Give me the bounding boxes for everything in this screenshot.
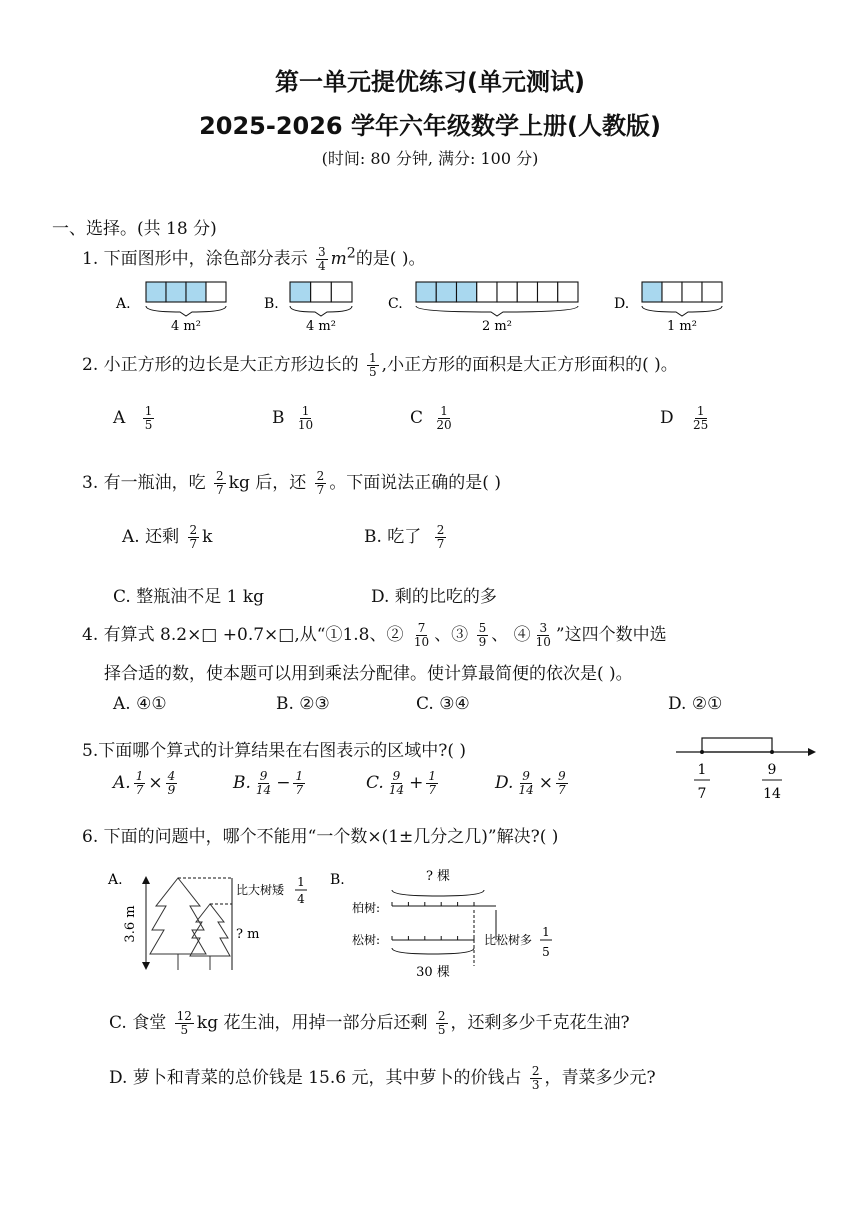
q1-option-caption: 2 m² <box>482 319 512 334</box>
number-line-right-num: 9 <box>767 762 777 778</box>
q6-figure-a <box>106 866 316 976</box>
shaded-cell <box>436 282 456 302</box>
q1-option-caption: 4 m² <box>171 319 201 334</box>
svg-text:5: 5 <box>542 945 550 959</box>
q1-option-label: B. <box>264 296 279 312</box>
q1-option-c[interactable] <box>388 282 578 334</box>
number-line-left-den: 7 <box>697 786 707 802</box>
number-line-left-num: 1 <box>697 762 707 778</box>
q4-option-d[interactable]: D. ②① <box>668 694 723 714</box>
q1-option-b[interactable] <box>264 282 352 334</box>
q3-stem: 3. 有一瓶油，吃 $\frac{2}{7}$ kg 后，还 $\frac{2}{7}$ 。下面说法正确的是( ) <box>82 469 501 497</box>
empty-cell <box>517 282 537 302</box>
q2-option-d[interactable]: D $\frac{1}{25}$ <box>660 404 709 432</box>
q3-option-d[interactable]: D. 剩的比吃的多 <box>371 587 497 607</box>
section-heading: 一、选择。(共 18 分) <box>52 219 217 239</box>
q3-option-b[interactable]: B. 吃了 $\frac{2}{7}$ <box>364 523 445 551</box>
empty-cell <box>662 282 682 302</box>
svg-text:1: 1 <box>542 925 550 939</box>
empty-cell <box>311 282 332 302</box>
q5-stem: 5.下面哪个算式的计算结果在右图表示的区域中?( ) <box>82 741 467 761</box>
page-subtitle-year: 2025-2026 学年六年级数学上册(人教版) <box>199 112 661 140</box>
shaded-cell <box>166 282 186 302</box>
shaded-cell <box>186 282 206 302</box>
q1-option-caption: 1 m² <box>667 319 697 334</box>
q6-option-c[interactable]: C. 食堂 $\frac{12}{5}$ kg 花生油，用掉一部分后还剩 $\frac{2}{5}$ ，还剩多少千克花生油? <box>109 1009 630 1037</box>
exam-info: (时间: 80 分钟, 满分: 100 分) <box>321 149 539 168</box>
fig-b-label: B. <box>330 872 345 888</box>
empty-cell <box>538 282 558 302</box>
fig-a-unknown: ? m <box>236 927 260 942</box>
q2-stem <box>82 350 678 379</box>
brace <box>642 306 722 316</box>
fig-b-bottom: 30 棵 <box>416 965 450 980</box>
q1-option-caption: 4 m² <box>306 319 336 334</box>
fig-b-compare: 比松树多 <box>484 933 533 947</box>
q6-option-d[interactable]: D. 萝卜和青菜的总价钱是 15.6 元，其中萝卜的价钱占 $\frac{2}{3}$ ，青菜多少元? <box>109 1064 656 1092</box>
q1-stem-text: 1. 下面图形中，涂色部分表示 <box>82 249 308 269</box>
page-title: 第一单元提优练习(单元测试) <box>275 68 585 96</box>
q2-option-c[interactable]: C $\frac{1}{20}$ <box>410 404 452 432</box>
fig-a-compare: 比大树矮 <box>236 883 285 897</box>
q1-options-figures <box>100 272 740 334</box>
svg-text:1: 1 <box>297 875 305 889</box>
shaded-cell <box>416 282 436 302</box>
q2-stem-text: 2. 小正方形的边长是大正方形边长的 <box>82 355 359 375</box>
q1-option-label: A. <box>116 296 131 312</box>
empty-cell <box>331 282 352 302</box>
svg-text:4: 4 <box>297 892 305 906</box>
brace <box>146 306 226 316</box>
q1-stem <box>82 244 425 273</box>
q6-figure-b <box>328 866 568 984</box>
shaded-cell <box>642 282 662 302</box>
q4-stem: 4. 有算式 8.2×□ +0.7×□,从“①1.8、② $\frac{7}{10}$ 、③ $\frac{5}{9}$ 、 ④ $\frac{3}{10}$ ”这四个数中选 <box>82 621 667 649</box>
q5-option-c[interactable]: C. $\frac{9}{14}$ + $\frac{1}{7}$ <box>366 769 436 797</box>
q1-fraction: $\frac{3}{4}$ <box>318 245 326 273</box>
shaded-cell <box>457 282 477 302</box>
empty-cell <box>206 282 226 302</box>
brace <box>290 306 352 316</box>
q5-option-d[interactable]: D. $\frac{9}{14}$ × $\frac{9}{7}$ <box>495 769 566 797</box>
q5-number-line <box>676 730 816 810</box>
empty-cell <box>682 282 702 302</box>
q1-option-d[interactable] <box>614 282 722 334</box>
q4-option-b[interactable]: B. ②③ <box>276 694 330 714</box>
q3-fraction-1: $\frac{2}{7}$ <box>216 469 224 497</box>
fig-b-row1: 柏树: <box>352 901 381 915</box>
q6-stem: 6. 下面的问题中，哪个不能用“一个数×(1±几分之几)”解决?( ) <box>82 827 559 847</box>
q5-option-b[interactable]: B. $\frac{9}{14}$ − $\frac{1}{7}$ <box>233 769 304 797</box>
shaded-cell <box>290 282 311 302</box>
q4-stem-line2: 择合适的数，使本题可以用到乘法分配律。使计算最简便的依次是( )。 <box>104 664 633 684</box>
q1-option-label: C. <box>388 296 403 312</box>
q4-option-c[interactable]: C. ③④ <box>416 694 470 714</box>
q2-option-a[interactable]: A $\frac{1}{5}$ <box>113 404 153 432</box>
brace <box>416 306 578 316</box>
q1-unit: m <box>330 249 347 269</box>
q1-option-label: D. <box>614 296 630 312</box>
empty-cell <box>497 282 517 302</box>
q4-option-a[interactable]: A. ④① <box>113 694 167 714</box>
number-line-right-den: 14 <box>763 786 781 802</box>
q3-fraction-2: $\frac{2}{7}$ <box>316 469 325 497</box>
fig-a-height: 3.6 m <box>123 905 138 943</box>
empty-cell <box>558 282 578 302</box>
q3-option-a[interactable]: A. 还剩 $\frac{2}{7}$ k <box>122 523 213 551</box>
q2-option-b[interactable]: B $\frac{1}{10}$ <box>272 404 314 432</box>
number-line-region <box>702 738 772 752</box>
q1-superscript: 2 <box>346 245 356 262</box>
q1-option-a[interactable] <box>115 282 226 334</box>
fig-b-row2: 松树: <box>352 933 381 947</box>
fig-a-label: A. <box>108 872 123 888</box>
empty-cell <box>477 282 497 302</box>
q2-stem-end: ,小正方形的面积是大正方形面积的( )。 <box>381 355 678 375</box>
fig-b-top: ? 棵 <box>425 869 451 884</box>
q3-option-c[interactable]: C. 整瓶油不足 1 kg <box>113 587 265 607</box>
shaded-cell <box>146 282 166 302</box>
q5-option-a[interactable]: A. $\frac{1}{7}$ × $\frac{4}{9}$ <box>113 769 176 797</box>
q1-stem-end: 的是( )。 <box>355 249 426 269</box>
empty-cell <box>702 282 722 302</box>
q2-fraction: $\frac{1}{5}$ <box>369 351 377 379</box>
number-line-arrow <box>808 748 816 756</box>
